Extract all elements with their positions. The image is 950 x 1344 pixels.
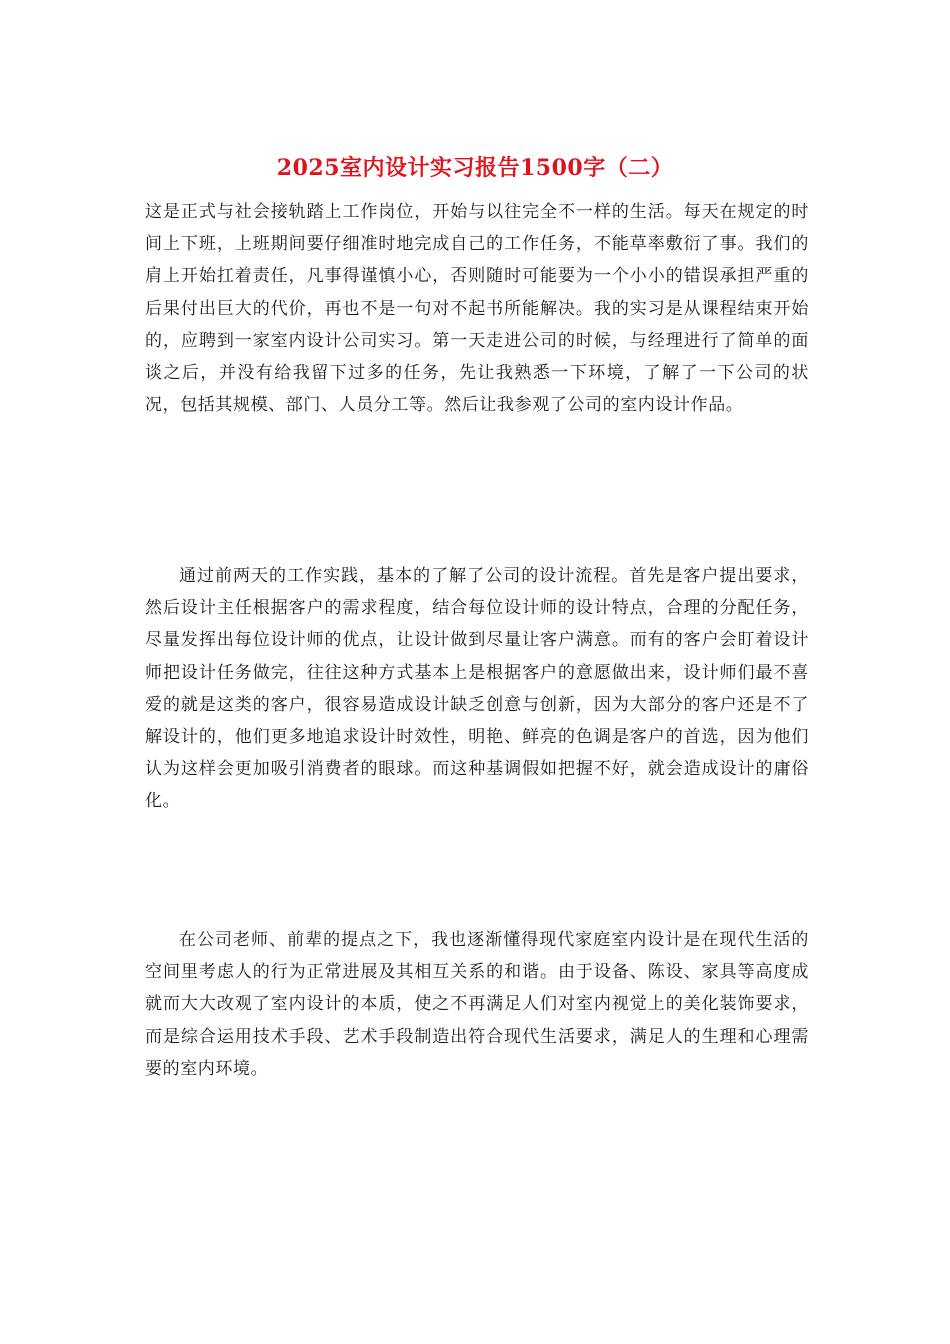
paragraph-1: 这是正式与社会接轨踏上工作岗位，开始与以往完全不一样的生活。每天在规定的时间上下班，上班期间要仔细准时地完成自己的工作任务，不能草率敷衍了事。我们的肩上开始扛着责任，凡事得谨慎小心，否则随时可能要为一个小小的错误承担严重的后果付出巨大的代价，再也不是一句对不起书所能解决。我的实习是从课程结束开始的，应聘到一家室内设计公司实习。第一天走进公司的时候，与经理进行了简单的面谈之后，并没有给我留下过多的任务，先让我熟悉一下环境，了解了一下公司的状况，包括其规模、部门、人员分工等。然后让我参观了公司的室内设计作品。 [145,202,809,416]
document-title: 2025室内设计实习报告1500字（二） [276,155,674,181]
paragraph-2: 通过前两天的工作实践，基本的了解了公司的设计流程。首先是客户提出要求，然后设计主任根据客户的需求程度，结合每位设计师的设计特点，合理的分配任务，尽量发挥出每位设计师的优点，让设计做到尽量让客户满意。而有的客户会盯着设计师把设计任务做完，往往这种方式基本上是根据客户的意愿做出来，设计师们最不喜爱的就是这类的客户，很容易造成设计缺乏创意与创新，因为大部分的客户还是不了解设计的，他们更多地追求设计时效性，明艳、鲜亮的色调是客户的首选，因为他们认为这样会更加吸引消费者的眼球。而这种基调假如把握不好，就会造成设计的庸俗化。 [145,566,809,812]
paragraph-3: 在公司老师、前辈的提点之下，我也逐渐懂得现代家庭室内设计是在现代生活的空间里考虑人的行为正常进展及其相互关系的和谐。由于设备、陈设、家具等高度成就而大大改观了室内设计的本质，使之不再满足人们对室内视觉上的美化装饰要求，而是综合运用技术手段、艺术手段制造出符合现代生活要求，满足人的生理和心理需要的室内环境。 [145,930,809,1079]
